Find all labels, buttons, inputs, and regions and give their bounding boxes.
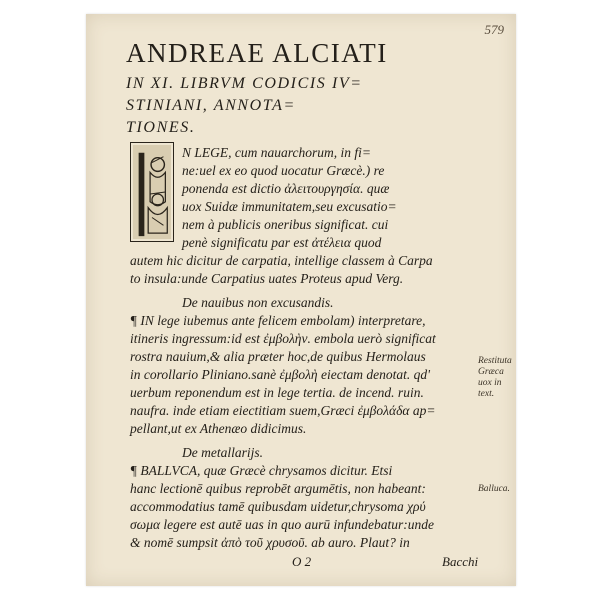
text-line: rostra nauium,& alia præter hoc,de quibus Hermolaus (130, 349, 426, 364)
signature-mark: O 2 (292, 554, 312, 569)
text-line: accommodatius tamē quibusdam uidetur,chrysoma χρύ (130, 499, 426, 514)
text-line: pellant,ut ex Athenæo didicimus. (130, 421, 307, 436)
book-page (86, 14, 516, 586)
text-line: σωμα legere est autē uas in quo aurū infundebatur:unde (130, 517, 435, 532)
text-line: autem hic dicitur de carpatia, intellige classem à Carpa (130, 253, 433, 268)
catchword: Bacchi (442, 554, 479, 569)
text-line: in corollario Pliniano.sanè ἐμβολὴ eiectam denotat. qd' (130, 367, 430, 382)
text-line: N LEGE, cum nauarchorum, in fi= (182, 145, 371, 160)
title-line-2: IN XI. LIBRVM CODICIS IV= (126, 75, 363, 92)
page-number: 579 (484, 22, 504, 37)
section-heading: De nauibus non excusandis. (182, 295, 334, 310)
text-line: ¶ IN lege iubemus ante felicem embolam) interpretare, (130, 313, 426, 328)
text-line: & nomē sumpsit ἀπὸ τοῦ χρυσοῦ. ab auro. Plaut? in (130, 535, 410, 550)
margin-note: Balluca. (478, 484, 510, 494)
text-line: ne:uel ex eo quod uocatur Græcè.) re (182, 163, 385, 178)
margin-note: Restituta Græca uox in text. (478, 356, 512, 399)
section-heading: De metallarijs. (182, 445, 263, 460)
text-line: penè significatu par est ἀτέλεια quod (182, 235, 382, 250)
text-line: uox Suidæ immunitatem,seu excusatio= (182, 199, 397, 214)
decorated-initial-illustration (130, 142, 174, 242)
text-line: itineris ingressum:id est ἐμβολὴν. embola uerò significat (130, 331, 436, 346)
text-line: nem à publicis oneribus significat. cui (182, 217, 389, 232)
text-line: hanc lectionē quibus reprobēt argumētis, non habeant: (130, 481, 426, 496)
text-line: to insula:unde Carpatius uates Proteus apud Verg. (130, 271, 404, 286)
text-line: ¶ BALLVCA, quæ Græcè chrysamos dicitur. Etsi (130, 463, 393, 478)
title-line-4: TIONES. (126, 119, 196, 136)
text-line: ponenda est dictio ἀλειτουργησία. quæ (182, 181, 390, 196)
text-line: uerbum reponendum est in lege tertia. de incend. ruin. (130, 385, 424, 400)
title-line-3: STINIANI, ANNOTA= (126, 97, 296, 114)
text-line: naufra. inde etiam eiectitiam suem,Græci ἐμβολάδα ap= (130, 403, 436, 418)
title-author: ANDREAE ALCIATI (126, 38, 388, 68)
